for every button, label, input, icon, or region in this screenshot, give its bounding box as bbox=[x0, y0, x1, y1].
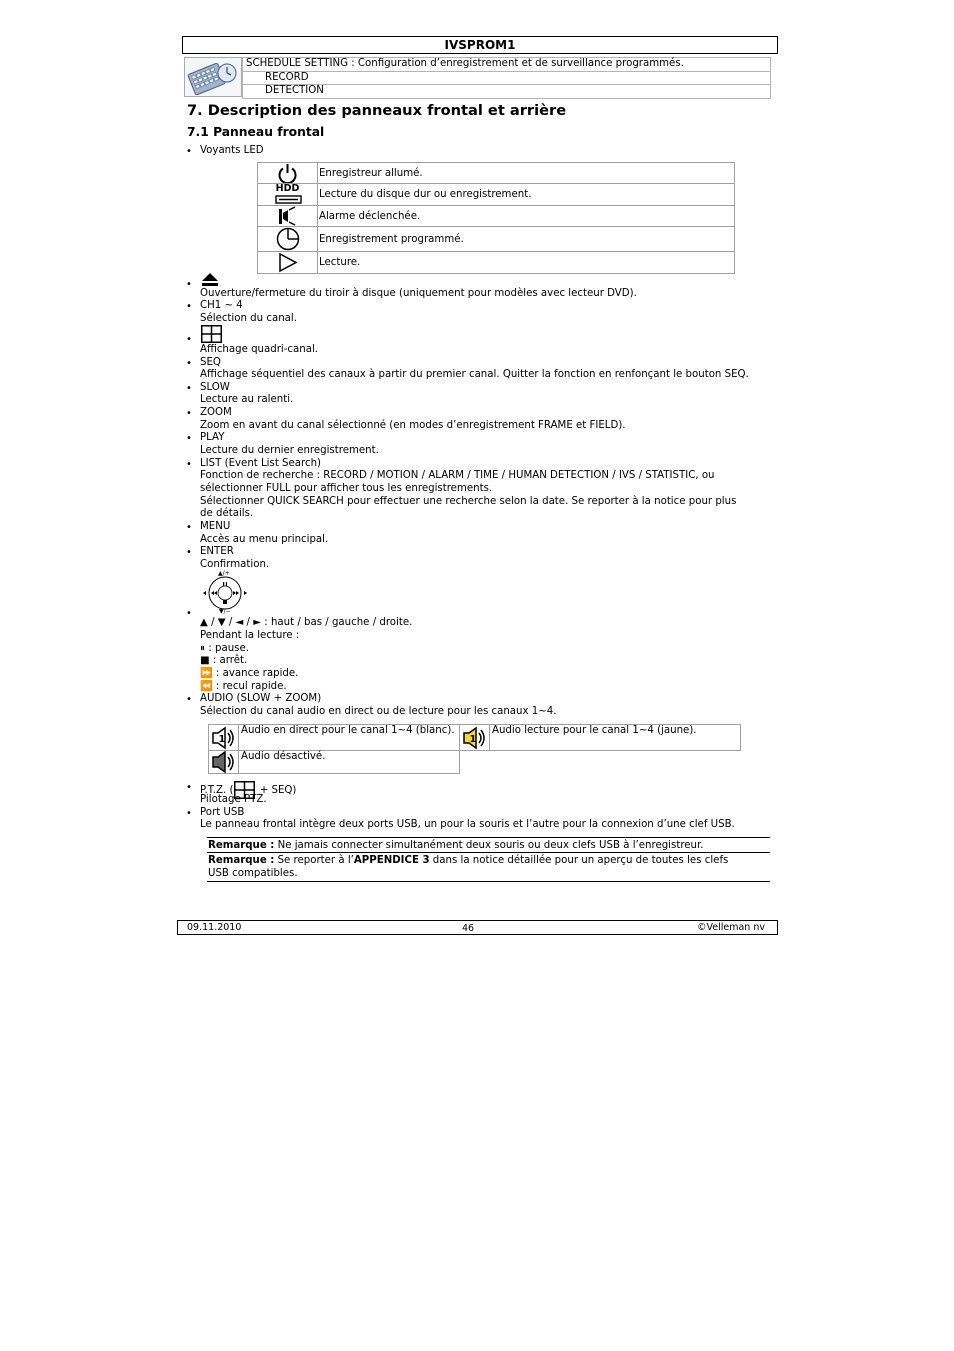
audio-live-text: Audio en direct pour le canal 1~4 (blanc). bbox=[239, 725, 460, 751]
bullet: • bbox=[186, 334, 192, 345]
list-desc-line2: sélectionner FULL pour afficher tous les enregistrements. bbox=[200, 483, 493, 494]
bullet: • bbox=[186, 301, 192, 312]
led-play-text: Lecture. bbox=[318, 252, 735, 274]
bullet: • bbox=[186, 547, 192, 558]
dpad-up-label: ▲/+ bbox=[218, 570, 230, 577]
leds-heading: Voyants LED bbox=[200, 145, 264, 156]
ptz-desc: Pilotage PTZ. bbox=[200, 794, 267, 805]
bullet: • bbox=[186, 279, 192, 290]
section-title: 7. Description des panneaux frontal et arrière bbox=[187, 102, 567, 119]
led-table bbox=[257, 162, 735, 274]
zoom-title: ZOOM bbox=[200, 407, 232, 418]
ch-desc: Sélection du canal. bbox=[200, 313, 297, 324]
note-divider bbox=[207, 881, 770, 882]
note-1 bbox=[208, 839, 704, 852]
power-icon bbox=[258, 163, 318, 184]
nav-fast-forward: ⏩ : avance rapide. bbox=[200, 668, 299, 679]
led-alarm-text: Alarme déclenchée. bbox=[318, 206, 735, 227]
note-2-text-post: dans la notice détaillée pour un aperçu de toutes les clefs bbox=[429, 855, 729, 866]
audio-playback-text: Audio lecture pour le canal 1~4 (jaune). bbox=[490, 725, 741, 751]
play-title: PLAY bbox=[200, 432, 225, 443]
note-1-label: Remarque : bbox=[208, 840, 275, 851]
list-desc-line1: Fonction de recherche : RECORD / MOTION / ALARM / TIME / HUMAN DETECTION / IVS / STATISTIC, ou bbox=[200, 470, 715, 481]
nav-desc: ▲ / ▼ / ◄ / ► : haut / bas / gauche / droite. bbox=[200, 617, 413, 628]
led-hdd-text: Lecture du disque dur ou enregistrement. bbox=[318, 184, 735, 206]
quad-desc: Affichage quadri-canal. bbox=[200, 344, 319, 355]
menu-desc: Accès au menu principal. bbox=[200, 534, 329, 545]
alarm-icon bbox=[258, 206, 318, 227]
enter-desc: Confirmation. bbox=[200, 559, 270, 570]
nav-pause: ⏸ : pause. bbox=[200, 643, 249, 654]
audio-live-icon bbox=[209, 725, 239, 751]
eject-desc: Ouverture/fermeture du tiroir à disque (uniquement pour modèles avec lecteur DVD). bbox=[200, 288, 637, 299]
quad-view-icon bbox=[201, 325, 222, 343]
note-2-label: Remarque : bbox=[208, 855, 275, 866]
document-header: IVSPROM1 bbox=[182, 36, 778, 54]
audio-live-icon-digit: 1 bbox=[218, 733, 226, 745]
schedule-setting-table bbox=[242, 57, 771, 99]
clock-icon bbox=[258, 227, 318, 252]
bullet: • bbox=[186, 694, 192, 705]
usb-title: Port USB bbox=[200, 807, 245, 818]
audio-off-text: Audio désactivé. bbox=[239, 751, 460, 774]
ptz-title-suffix: + SEQ) bbox=[256, 785, 297, 796]
play-icon bbox=[258, 252, 318, 274]
audio-playback-icon-digit: 1 bbox=[469, 733, 477, 745]
slow-desc: Lecture au ralenti. bbox=[200, 394, 294, 405]
slow-title: SLOW bbox=[200, 382, 230, 393]
dpad-down-label: ▼/− bbox=[219, 608, 231, 615]
list-desc-line3: Sélectionner QUICK SEARCH pour effectuer une recherche selon la date. Se reporter à la notice pour plus bbox=[200, 496, 737, 507]
hdd-icon-label: HDD bbox=[275, 183, 300, 194]
nav-stop: ■ : arrêt. bbox=[200, 655, 248, 666]
audio-table bbox=[208, 724, 741, 774]
bullet: • bbox=[186, 808, 192, 819]
footer-copyright: ©Velleman nv bbox=[697, 922, 765, 933]
note-2-line2: USB compatibles. bbox=[208, 868, 298, 879]
schedule-setting-icon bbox=[184, 57, 242, 97]
nav-during-play: Pendant la lecture : bbox=[200, 630, 300, 641]
document-footer bbox=[177, 920, 778, 935]
ch-title: CH1 ~ 4 bbox=[200, 300, 243, 311]
led-clock-text: Enregistrement programmé. bbox=[318, 227, 735, 252]
bullet: • bbox=[186, 358, 192, 369]
bullet: • bbox=[186, 459, 192, 470]
hdd-icon bbox=[258, 184, 318, 206]
schedule-detection-label: DETECTION bbox=[243, 85, 771, 99]
audio-title: AUDIO (SLOW + ZOOM) bbox=[200, 693, 322, 704]
usb-desc: Le panneau frontal intègre deux ports USB, un pour la souris et l’autre pour la connexion d’une clef USB. bbox=[200, 819, 735, 830]
audio-desc: Sélection du canal audio en direct ou de lecture pour les canaux 1~4. bbox=[200, 706, 557, 717]
bullet: • bbox=[186, 522, 192, 533]
seq-title: SEQ bbox=[200, 357, 221, 368]
enter-title: ENTER bbox=[200, 546, 234, 557]
note-2 bbox=[208, 854, 728, 867]
zoom-desc: Zoom en avant du canal sélectionné (en modes d’enregistrement FRAME et FIELD). bbox=[200, 420, 626, 431]
nav-rewind: ⏪ : recul rapide. bbox=[200, 681, 287, 692]
bullet: • bbox=[186, 433, 192, 444]
menu-title: MENU bbox=[200, 521, 231, 532]
subsection-title: 7.1 Panneau frontal bbox=[187, 125, 325, 139]
led-power-text: Enregistreur allumé. bbox=[318, 163, 735, 184]
note-divider bbox=[207, 852, 770, 853]
note-1-text: Ne jamais connecter simultanément deux souris ou deux clefs USB à l’enregistreur. bbox=[274, 840, 704, 851]
eject-icon bbox=[201, 272, 219, 288]
bullet: • bbox=[186, 408, 192, 419]
play-desc: Lecture du dernier enregistrement. bbox=[200, 445, 379, 456]
bullet: • bbox=[186, 146, 192, 157]
note-divider bbox=[207, 837, 770, 838]
audio-off-icon bbox=[209, 751, 239, 774]
navigation-pad-icon bbox=[202, 571, 248, 616]
audio-playback-icon bbox=[460, 725, 490, 751]
ptz-title-prefix: P.T.Z. ( bbox=[200, 785, 234, 796]
schedule-setting-label: SCHEDULE SETTING : Configuration d’enregistrement et de surveillance programmés. bbox=[243, 58, 771, 72]
footer-page-number: 46 bbox=[462, 923, 475, 934]
note-2-appendix: APPENDICE 3 bbox=[353, 855, 430, 866]
seq-desc: Affichage séquentiel des canaux à partir du premier canal. Quitter la fonction en renfonçant le bouton SEQ. bbox=[200, 369, 749, 380]
footer-date: 09.11.2010 bbox=[187, 922, 242, 933]
bullet: • bbox=[186, 383, 192, 394]
list-desc-line4: de détails. bbox=[200, 508, 254, 519]
schedule-record-label: RECORD bbox=[243, 71, 771, 85]
note-2-text-pre: Se reporter à l’ bbox=[274, 855, 354, 866]
bullet: • bbox=[186, 782, 192, 793]
list-title: LIST (Event List Search) bbox=[200, 458, 322, 469]
bullet: • bbox=[186, 608, 192, 619]
